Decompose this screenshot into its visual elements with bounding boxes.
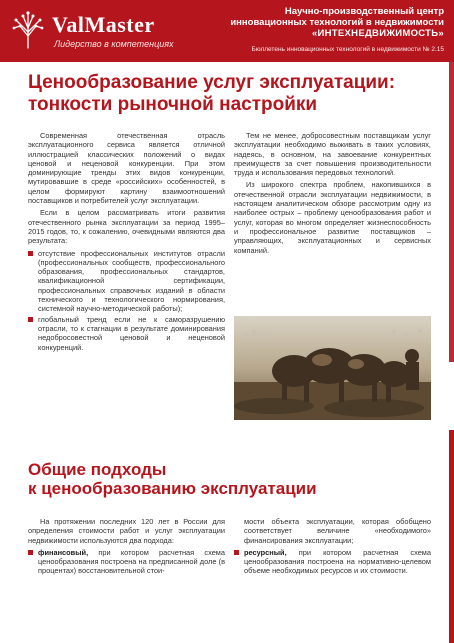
- bullet-square-icon: [28, 251, 33, 256]
- section-title-line-2: к ценообразованию эксплуатации: [28, 479, 317, 498]
- section-column-1: [28, 517, 225, 579]
- approaches-list-continued: [234, 548, 431, 576]
- page-header: [0, 0, 454, 62]
- logo-name: ValMaster: [52, 12, 155, 37]
- bullet-square-icon: [234, 550, 239, 555]
- article-column-2: [234, 131, 431, 258]
- right-accent-bar: [449, 62, 454, 362]
- section-title: [28, 460, 428, 498]
- list-item-text: отсутствие профессиональных институтов отрасли (профессиональных сообществ, профессионального образования, профессиональных стандартов, квалификационной сертификации, профессиональных справочных изданий в области технического и технологического нормирования, системной научно-методической работы);: [38, 248, 225, 314]
- bulletin-number: Бюллетень инновационных технологий в недвижимости № 2.15: [251, 46, 444, 53]
- header-publisher: [214, 6, 444, 53]
- paragraph: Из широкого спектра проблем, накопившихся в отечественной отрасли эксплуатации недвижимости, в настоящем аналитическом обзоре рассмотрим одну из наиболее острых – проблему ценообразования работ и услуг, которая во многом определяет жизнеспособность и профессиональное развитие поставщиков – управляющих, эксплуатационных и сервисных компаний.: [234, 180, 431, 255]
- logo-tagline: Лидерство в компетенциях: [54, 39, 174, 49]
- bullet-square-icon: [28, 550, 33, 555]
- list-item: [28, 249, 225, 314]
- rugby-scrum-photo: [234, 316, 431, 420]
- approaches-list: [28, 548, 225, 576]
- list-item: [28, 315, 225, 352]
- list-item-text: при котором расчетная схема ценообразования построена на нормативно-целевом объеме необходимых ресурсов и их стоимости.: [244, 547, 431, 576]
- publisher-name: «ИНТЕХНЕДВИЖИМОСТЬ»: [311, 28, 444, 39]
- publisher-line-2: инновационных технологий в недвижимости: [230, 17, 444, 28]
- right-accent-bar-lower: [449, 430, 454, 643]
- paragraph-continued: мости объекта эксплуатации, которая обобщено соответствует величине «необходимого» финансирования эксплуатации;: [244, 517, 431, 545]
- paragraph: Современная отечественная отрасль эксплуатационного сервиса является отличной иллюстрацией классических положений о видах ценовой и неценовой конкуренции. При этом доминирующие тренды этих видов конкуренции, мутировавшие в среде «российских» особенностей, в целом формируют картину взаимоотношений поставщиков и потребителей услуг эксплуатации.: [28, 131, 225, 206]
- results-list: [28, 249, 225, 352]
- list-item: [234, 548, 431, 576]
- section-title-line-1: Общие подходы: [28, 460, 167, 479]
- valmaster-logo: [8, 8, 198, 56]
- list-item-term: ресурсный,: [244, 547, 287, 557]
- publisher-line-1: Научно-производственный центр: [284, 6, 444, 17]
- section-column-2: [234, 517, 431, 579]
- paragraph: Если в целом рассматривать итоги развития отечественного рынка эксплуатации за период 1995–2015 годов, то, к сожалению, очевидными являются два результата:: [28, 208, 225, 246]
- list-item-term: финансовый,: [38, 547, 89, 557]
- list-item-text: при котором расчетная схема ценообразования построена на предписанной доле (в процентах) восстановительной стои-: [38, 547, 225, 576]
- list-item: [28, 548, 225, 576]
- tree-icon: [8, 10, 48, 50]
- article-column-1: [28, 131, 225, 355]
- bullet-square-icon: [28, 317, 33, 322]
- paragraph: На протяжении последних 120 лет в России для определения стоимости работ и услуг эксплуатации недвижимости используются два подхода:: [28, 517, 225, 545]
- list-item-text: глобальный тренд если не к саморазрушению отрасли, то к стагнации в результате доминирования недобросовестной ценовой и неценовой конкуренций.: [38, 314, 225, 352]
- paragraph: Тем не менее, добросовестным поставщикам услуг эксплуатации необходимо выживать в таких условиях, надеясь, в основном, на завоевание конкурентных преимуществ за счет повышения производительности труда и использования передовых технологий.: [234, 131, 431, 178]
- article-title: Ценообразование услуг эксплуатации: тонкости рыночной настройки: [28, 72, 396, 115]
